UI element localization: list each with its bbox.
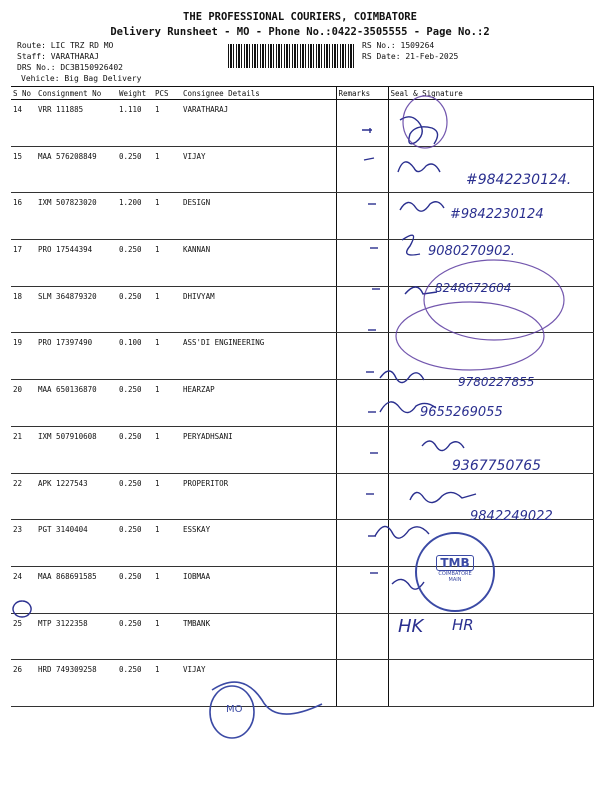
- cell-sno: 15: [11, 146, 36, 193]
- signature-15: [398, 162, 440, 172]
- header-remarks: Remarks: [336, 87, 388, 100]
- header-weight: Weight: [117, 87, 153, 100]
- tmb-bank-stamp: [415, 532, 495, 612]
- rs-number: RS No.: 1509264: [362, 41, 435, 50]
- cell-consignee: TMBANK: [181, 613, 336, 660]
- header-sno: S No: [11, 87, 36, 100]
- cell-consignment: IXM 507910608: [36, 426, 117, 473]
- signature-17: [402, 235, 420, 255]
- cell-pcs: 1: [153, 100, 181, 147]
- cell-consignee: KANNAN: [181, 240, 336, 287]
- cell-consignee: DESIGN: [181, 193, 336, 240]
- cell-weight: 0.250: [117, 146, 153, 193]
- cell-consignment: VRR 111885: [36, 100, 117, 147]
- header-pcs: PCS: [153, 87, 181, 100]
- cell-sno: 19: [11, 333, 36, 380]
- cell-consignee: VARATHARAJ: [181, 100, 336, 147]
- cell-sno: 20: [11, 380, 36, 427]
- tmb-city: COIMBATORE: [438, 571, 472, 577]
- cell-pcs: 1: [153, 566, 181, 613]
- phone-22: 9367750765: [452, 458, 542, 474]
- cell-consignment: HRD 749309258: [36, 660, 117, 707]
- cell-consignee: ASS'DI ENGINEERING: [181, 333, 336, 380]
- cell-pcs: 1: [153, 660, 181, 707]
- cell-pcs: 1: [153, 146, 181, 193]
- cell-consignment: MTP 3122358: [36, 613, 117, 660]
- header-seal: Seal & Signature: [388, 87, 593, 100]
- signature-20: [380, 371, 424, 383]
- cell-sno: 21: [11, 426, 36, 473]
- cell-weight: 0.250: [117, 380, 153, 427]
- phone-15: #9842230124.: [466, 172, 572, 188]
- staff-label: Staff: VARATHARAJ: [17, 52, 99, 61]
- cell-consignee: PROPERITOR: [181, 473, 336, 520]
- cell-weight: 1.200: [117, 193, 153, 240]
- cell-consignment: PRO 17397490: [36, 333, 117, 380]
- cell-pcs: 1: [153, 380, 181, 427]
- header-consignment: Consignment No: [36, 87, 117, 100]
- cell-weight: 0.250: [117, 240, 153, 287]
- phone-17: 9080270902.: [428, 244, 515, 259]
- sno-26-circle: [13, 601, 31, 617]
- phone-18: 8248672604: [435, 281, 512, 295]
- cell-consignee: PERYADHSANI: [181, 426, 336, 473]
- cell-pcs: 1: [153, 240, 181, 287]
- vehicle-label: Vehicle: Big Bag Delivery: [21, 74, 142, 83]
- cell-pcs: 1: [153, 520, 181, 567]
- cell-weight: 0.250: [117, 566, 153, 613]
- company-stamp-18: [424, 260, 564, 340]
- cell-weight: 0.100: [117, 333, 153, 380]
- signature-22: [422, 441, 464, 451]
- cell-pcs: 1: [153, 193, 181, 240]
- signature-18: [405, 287, 437, 294]
- cell-consignment: MAA 650136870: [36, 380, 117, 427]
- cell-weight: 0.250: [117, 473, 153, 520]
- signature-24: [375, 526, 429, 538]
- drs-label: DRS No.: DC3B150926402: [17, 63, 123, 72]
- cell-consignee: VIJAY: [181, 660, 336, 707]
- phone-24: 9842249022: [470, 509, 553, 524]
- cell-weight: 0.250: [117, 660, 153, 707]
- cell-sno: 17: [11, 240, 36, 287]
- cell-consignee: VIJAY: [181, 146, 336, 193]
- phone-20: 9780227855: [458, 375, 535, 389]
- cell-pcs: 1: [153, 286, 181, 333]
- cell-sno: 22: [11, 473, 36, 520]
- cell-consignment: SLM 364879320: [36, 286, 117, 333]
- cell-weight: 0.250: [117, 286, 153, 333]
- cell-consignment: MAA 576208849: [36, 146, 117, 193]
- cell-weight: 0.250: [117, 520, 153, 567]
- cell-consignee: DHIVYAM: [181, 286, 336, 333]
- signature-16: [400, 202, 444, 211]
- tmb-branch: MAIN: [448, 577, 462, 583]
- cell-sno: 18: [11, 286, 36, 333]
- initials-26b: HR: [452, 616, 474, 634]
- cell-consignee: IOBMAA: [181, 566, 336, 613]
- route-label: Route: LIC TRZ RD MO: [17, 41, 114, 50]
- cell-pcs: 1: [153, 333, 181, 380]
- signature-23: [410, 492, 476, 502]
- cell-sno: 23: [11, 520, 36, 567]
- cell-consignment: MAA 868691585: [36, 566, 117, 613]
- cell-weight: 1.110: [117, 100, 153, 147]
- cell-sno: 26: [11, 660, 36, 707]
- cell-weight: 0.250: [117, 426, 153, 473]
- cell-sno: 16: [11, 193, 36, 240]
- header-consignee: Consignee Details: [181, 87, 336, 100]
- cell-sno: 24: [11, 566, 36, 613]
- rs-date: RS Date: 21-Feb-2025: [362, 52, 459, 61]
- initials-26a: HK: [398, 616, 424, 637]
- cell-consignee: ESSKAY: [181, 520, 336, 567]
- cell-consignment: IXM 507823020: [36, 193, 117, 240]
- cell-consignment: APK 1227543: [36, 473, 117, 520]
- phone-16: #9842230124: [450, 207, 544, 222]
- remark-dash-15: [364, 158, 374, 160]
- company-title: THE PROFESSIONAL COURIERS, COIMBATORE: [183, 11, 417, 23]
- tmb-logo: TMB: [436, 555, 473, 571]
- phone-21: 9655269055: [420, 405, 503, 420]
- cell-pcs: 1: [153, 426, 181, 473]
- company-stamp-19-20: [396, 302, 544, 370]
- cell-consignee: HEARZAP: [181, 380, 336, 427]
- cell-consignment: PGT 3140404: [36, 520, 117, 567]
- remark-dash-14: [362, 128, 372, 133]
- cell-pcs: 1: [153, 473, 181, 520]
- signature-14: [400, 117, 438, 144]
- cell-consignment: PRO 17544394: [36, 240, 117, 287]
- cell-sno: 14: [11, 100, 36, 147]
- cell-weight: 0.250: [117, 613, 153, 660]
- cell-sno: 25: [11, 613, 36, 660]
- mo-stamp-text: MO: [226, 704, 243, 715]
- runsheet-subtitle: Delivery Runsheet - MO - Phone No.:0422-3505555 - Page No.:2: [110, 26, 490, 38]
- cell-pcs: 1: [153, 613, 181, 660]
- approval-stamp-14: [403, 96, 447, 148]
